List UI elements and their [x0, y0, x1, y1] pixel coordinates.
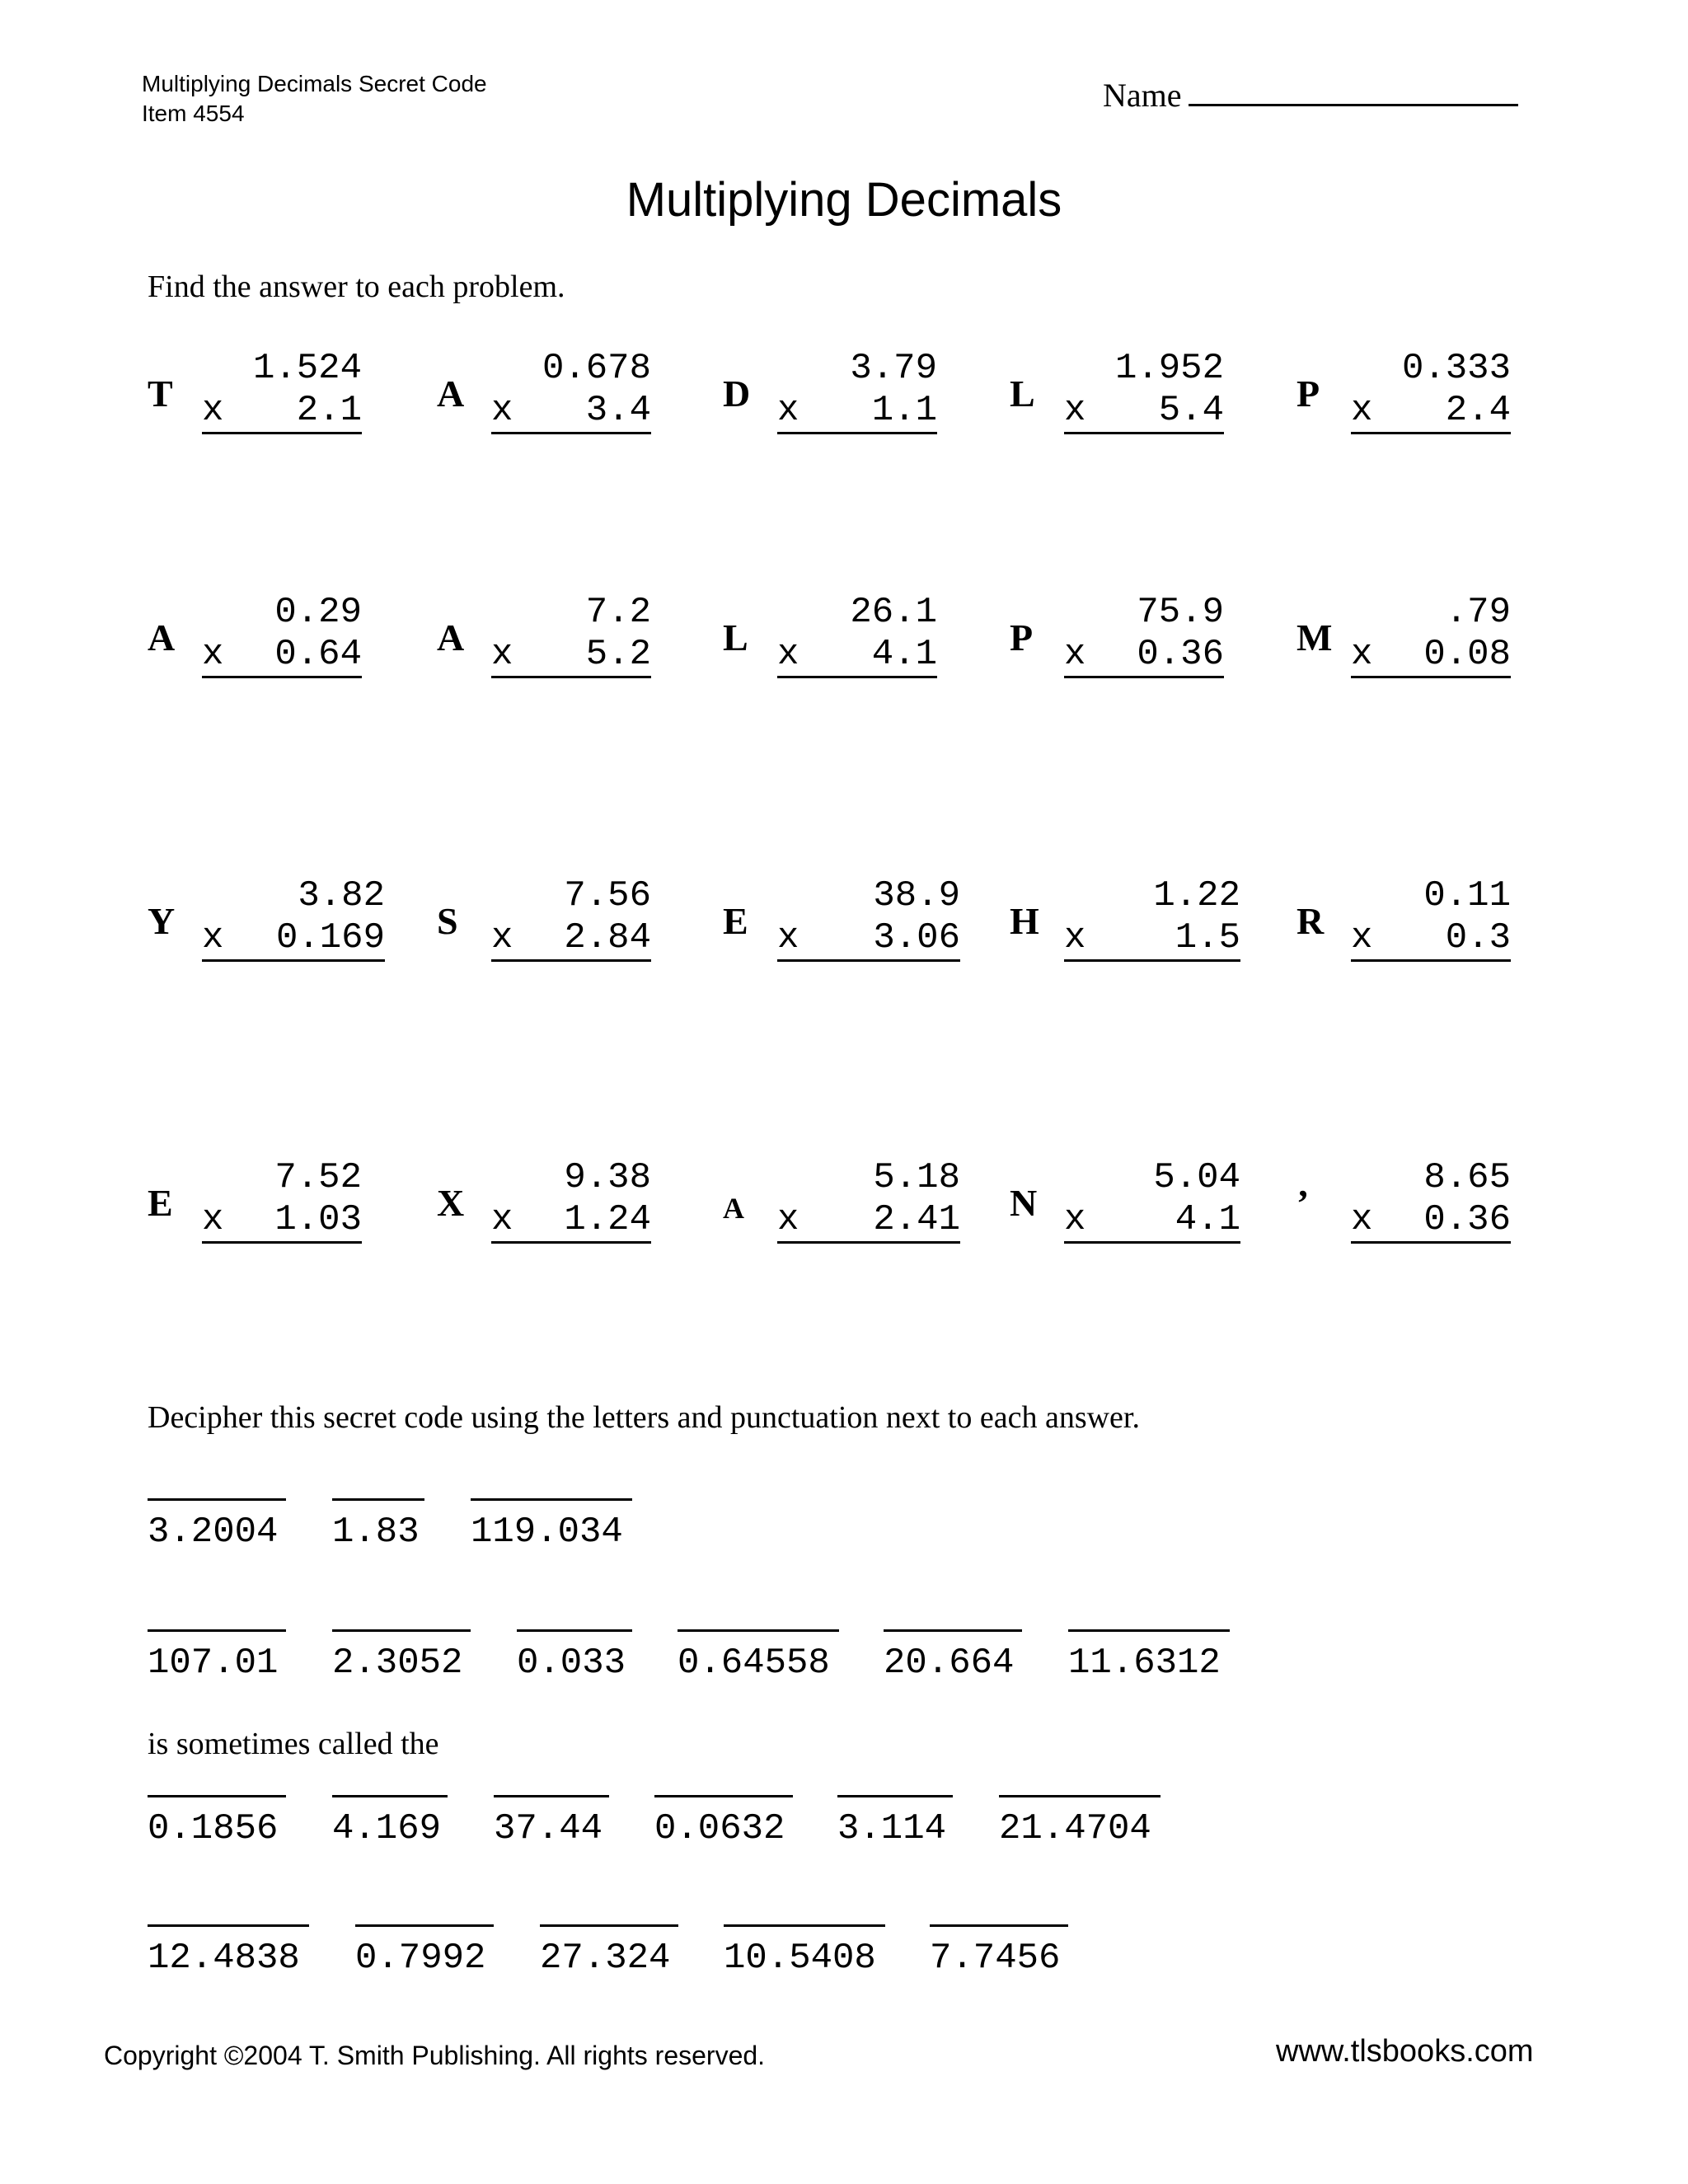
problem-3-4 [1010, 874, 1240, 972]
code-blank[interactable] [999, 1795, 1160, 1850]
problem-multiplicand: 7.52 [274, 1157, 362, 1198]
problem-code-letter: A [148, 616, 176, 658]
code-answer-line[interactable] [540, 1924, 678, 1927]
multiply-sign: x [202, 634, 224, 675]
problem-code-letter: Y [148, 900, 176, 942]
code-blank[interactable] [724, 1924, 885, 1980]
problem-code-letter: R [1296, 900, 1325, 942]
problem-multiplier-row [1064, 389, 1224, 434]
problem-3-5 [1296, 874, 1511, 972]
problem-code-letter: P [1296, 373, 1320, 415]
problem-multiplier-row [491, 389, 651, 434]
name-label: Name [1103, 77, 1182, 114]
problem-code-letter: M [1296, 616, 1333, 658]
problem-code-letter: T [148, 373, 173, 415]
code-answer-line[interactable] [471, 1498, 632, 1501]
problem-multiplier-row [491, 633, 651, 678]
multiply-sign: x [491, 1199, 513, 1240]
code-number: 20.664 [884, 1643, 1015, 1684]
name-blank-line[interactable] [1189, 71, 1518, 106]
code-answer-line[interactable] [930, 1924, 1068, 1927]
code-answer-line[interactable] [148, 1498, 286, 1501]
problem-multiplier-row [491, 1198, 651, 1244]
problem-multiplier-row [1351, 633, 1511, 678]
problem-code-letter: ’ [1296, 1182, 1310, 1224]
code-number: 0.7992 [355, 1938, 486, 1979]
problem-multiplier-row [1351, 1198, 1511, 1244]
problem-4-2 [437, 1155, 651, 1254]
problem-multiplier: 1.03 [274, 1199, 362, 1240]
multiply-sign: x [777, 1199, 799, 1240]
problem-4-4 [1010, 1155, 1240, 1254]
problem-2-5 [1296, 590, 1511, 689]
name-field[interactable] [1103, 71, 1518, 115]
problem-multiplicand: 7.56 [564, 875, 651, 916]
problem-multiplier: 4.1 [871, 634, 937, 675]
problem-2-2 [437, 590, 651, 689]
problem-3-2 [437, 874, 651, 972]
problem-multiplicand: 8.65 [1423, 1157, 1511, 1198]
problem-instructions: Find the answer to each problem. [148, 269, 565, 304]
problem-multiplicand: 0.29 [274, 592, 362, 633]
problem-multiplier: 1.5 [1175, 917, 1240, 958]
problem-multiplier-row [777, 389, 937, 434]
code-number: 0.1856 [148, 1808, 279, 1849]
code-number: 10.5408 [724, 1938, 876, 1979]
multiply-sign: x [777, 634, 799, 675]
problem-1-3 [723, 346, 937, 445]
code-number: 3.2004 [148, 1511, 279, 1553]
problem-multiplicand: 75.9 [1137, 592, 1224, 633]
problem-4-1 [148, 1155, 362, 1254]
problem-3-3 [723, 874, 960, 972]
problem-multiplicand: 0.678 [542, 348, 651, 389]
code-number: 12.4838 [148, 1938, 300, 1979]
problem-multiplier-row [777, 1198, 960, 1244]
multiply-sign: x [491, 634, 513, 675]
multiply-sign: x [202, 1199, 224, 1240]
problem-multiplier: 0.169 [275, 917, 385, 958]
problem-multiplier: 0.08 [1423, 634, 1511, 675]
problem-1-1 [148, 346, 362, 445]
problem-code-letter: N [1010, 1182, 1038, 1224]
multiply-sign: x [777, 390, 799, 431]
code-answer-line[interactable] [1068, 1629, 1230, 1632]
code-answer-line[interactable] [494, 1795, 609, 1797]
problem-multiplier: 0.36 [1423, 1199, 1511, 1240]
problem-multiplier-row [1064, 916, 1240, 962]
code-number: 119.034 [471, 1511, 623, 1553]
problem-multiplier-row [202, 1198, 362, 1244]
code-blank[interactable] [355, 1924, 494, 1980]
multiply-sign: x [1064, 390, 1086, 431]
problem-multiplicand: 0.333 [1401, 348, 1511, 389]
problem-1-5 [1296, 346, 1511, 445]
multiply-sign: x [1064, 634, 1086, 675]
problem-code-letter: A [437, 373, 465, 415]
problem-multiplier-row [1351, 916, 1511, 962]
worksheet-header [142, 69, 487, 129]
problem-4-3 [723, 1155, 960, 1254]
code-blank[interactable] [332, 1498, 424, 1554]
problem-multiplicand: 1.22 [1153, 875, 1240, 916]
problem-multiplier-row [777, 633, 937, 678]
code-blank[interactable] [837, 1795, 953, 1850]
multiply-sign: x [1351, 390, 1373, 431]
code-blank[interactable] [148, 1795, 286, 1850]
problem-code-letter: S [437, 900, 458, 942]
code-number: 27.324 [540, 1938, 671, 1979]
code-blank[interactable] [678, 1629, 839, 1685]
code-blank[interactable] [884, 1629, 1022, 1685]
multiply-sign: x [491, 917, 513, 958]
problem-code-letter: E [148, 1182, 173, 1224]
multiply-sign: x [202, 917, 224, 958]
problem-multiplier-row [1064, 1198, 1240, 1244]
problem-multiplier-row [1351, 389, 1511, 434]
problem-2-3 [723, 590, 937, 689]
problem-multiplier: 2.4 [1445, 390, 1511, 431]
problem-multiplier-row [202, 633, 362, 678]
code-blank[interactable] [148, 1498, 286, 1554]
code-blank[interactable] [517, 1629, 632, 1685]
code-answer-line[interactable] [837, 1795, 953, 1797]
problem-multiplicand: 5.04 [1153, 1157, 1240, 1198]
problem-3-1 [148, 874, 385, 972]
problem-multiplier: 4.1 [1175, 1199, 1240, 1240]
code-blank[interactable] [332, 1795, 448, 1850]
problem-multiplier: 1.24 [564, 1199, 651, 1240]
problem-multiplier-row [777, 916, 960, 962]
problem-1-4 [1010, 346, 1224, 445]
multiply-sign: x [1351, 634, 1373, 675]
code-number: 0.64558 [678, 1643, 830, 1684]
problem-multiplicand: 1.524 [252, 348, 362, 389]
problem-multiplier: 0.3 [1445, 917, 1511, 958]
problem-code-letter: X [437, 1182, 465, 1224]
problem-multiplier: 5.2 [585, 634, 651, 675]
code-answer-line[interactable] [999, 1795, 1160, 1797]
problem-multiplier: 0.36 [1137, 634, 1224, 675]
code-number: 21.4704 [999, 1808, 1151, 1849]
code-answer-line[interactable] [148, 1924, 309, 1927]
multiply-sign: x [202, 390, 224, 431]
problem-multiplier: 0.64 [274, 634, 362, 675]
multiply-sign: x [1351, 1199, 1373, 1240]
code-answer-line[interactable] [148, 1629, 286, 1632]
problem-multiplier: 3.06 [873, 917, 960, 958]
code-blank[interactable] [148, 1924, 309, 1980]
problem-multiplier-row [1064, 633, 1224, 678]
publisher-website: www.tlsbooks.com [1276, 2034, 1534, 2069]
problem-multiplier: 2.41 [873, 1199, 960, 1240]
code-blank[interactable] [930, 1924, 1068, 1980]
problem-multiplicand: .79 [1445, 592, 1511, 633]
code-answer-line[interactable] [724, 1924, 885, 1927]
page-title: Multiplying Decimals [626, 173, 1062, 227]
problem-multiplicand: 3.79 [850, 348, 937, 389]
problem-multiplicand: 26.1 [850, 592, 937, 633]
problem-1-2 [437, 346, 651, 445]
worksheet-code-title: Multiplying Decimals Secret Code [142, 71, 487, 96]
code-answer-line[interactable] [355, 1924, 494, 1927]
code-answer-line[interactable] [884, 1629, 1022, 1632]
code-answer-line[interactable] [678, 1629, 839, 1632]
code-answer-line[interactable] [654, 1795, 793, 1797]
problem-code-letter: P [1010, 616, 1034, 658]
code-number: 11.6312 [1068, 1643, 1221, 1684]
problem-multiplier: 5.4 [1158, 390, 1224, 431]
problem-multiplicand: 38.9 [873, 875, 960, 916]
item-number: Item 4554 [142, 101, 245, 126]
multiply-sign: x [1064, 1199, 1086, 1240]
code-number: 37.44 [494, 1808, 603, 1849]
problem-multiplier-row [202, 389, 362, 434]
problem-multiplier: 1.1 [871, 390, 937, 431]
code-blank[interactable] [332, 1629, 471, 1685]
problem-4-5 [1296, 1155, 1511, 1254]
copyright-notice: Copyright ©2004 T. Smith Publishing. All rights reserved. [104, 2041, 766, 2070]
problem-2-1 [148, 590, 362, 689]
problem-code-letter: A [437, 616, 465, 658]
code-number: 2.3052 [332, 1643, 463, 1684]
code-blank[interactable] [1068, 1629, 1230, 1685]
problem-multiplier: 2.1 [296, 390, 362, 431]
decipher-instructions: Decipher this secret code using the letters and punctuation next to each answer. [148, 1400, 1140, 1435]
problem-multiplicand: 0.11 [1423, 875, 1511, 916]
code-blank[interactable] [654, 1795, 793, 1850]
problem-code-letter: L [723, 616, 748, 658]
problem-multiplier: 2.84 [564, 917, 651, 958]
problem-multiplicand: 3.82 [298, 875, 385, 916]
code-answer-line[interactable] [148, 1795, 286, 1797]
multiply-sign: x [1064, 917, 1086, 958]
problem-multiplier-row [491, 916, 651, 962]
code-blank[interactable] [148, 1629, 286, 1685]
multiply-sign: x [1351, 917, 1373, 958]
multiply-sign: x [777, 917, 799, 958]
problem-multiplicand: 9.38 [564, 1157, 651, 1198]
code-blank[interactable] [540, 1924, 678, 1980]
problem-code-letter: A [723, 1192, 744, 1225]
code-answer-line[interactable] [332, 1795, 448, 1797]
code-answer-line[interactable] [332, 1498, 424, 1501]
multiply-sign: x [491, 390, 513, 431]
code-number: 7.7456 [930, 1938, 1061, 1979]
code-answer-line[interactable] [332, 1629, 471, 1632]
code-number: 4.169 [332, 1808, 442, 1849]
problem-multiplicand: 1.952 [1114, 348, 1224, 389]
code-number: 0.0632 [654, 1808, 785, 1849]
problem-code-letter: H [1010, 900, 1039, 942]
problem-multiplicand: 7.2 [585, 592, 651, 633]
secret-code-connector-text: is sometimes called the [148, 1727, 439, 1761]
code-number: 0.033 [517, 1643, 626, 1684]
code-number: 107.01 [148, 1643, 279, 1684]
problem-2-4 [1010, 590, 1224, 689]
problem-code-letter: D [723, 373, 751, 415]
code-blank[interactable] [471, 1498, 632, 1554]
problem-multiplier: 3.4 [585, 390, 651, 431]
problem-multiplier-row [202, 916, 385, 962]
code-answer-line[interactable] [517, 1629, 632, 1632]
problem-code-letter: L [1010, 373, 1035, 415]
code-number: 1.83 [332, 1511, 420, 1553]
code-blank[interactable] [494, 1795, 609, 1850]
code-number: 3.114 [837, 1808, 947, 1849]
problem-code-letter: E [723, 900, 748, 942]
problem-multiplicand: 5.18 [873, 1157, 960, 1198]
